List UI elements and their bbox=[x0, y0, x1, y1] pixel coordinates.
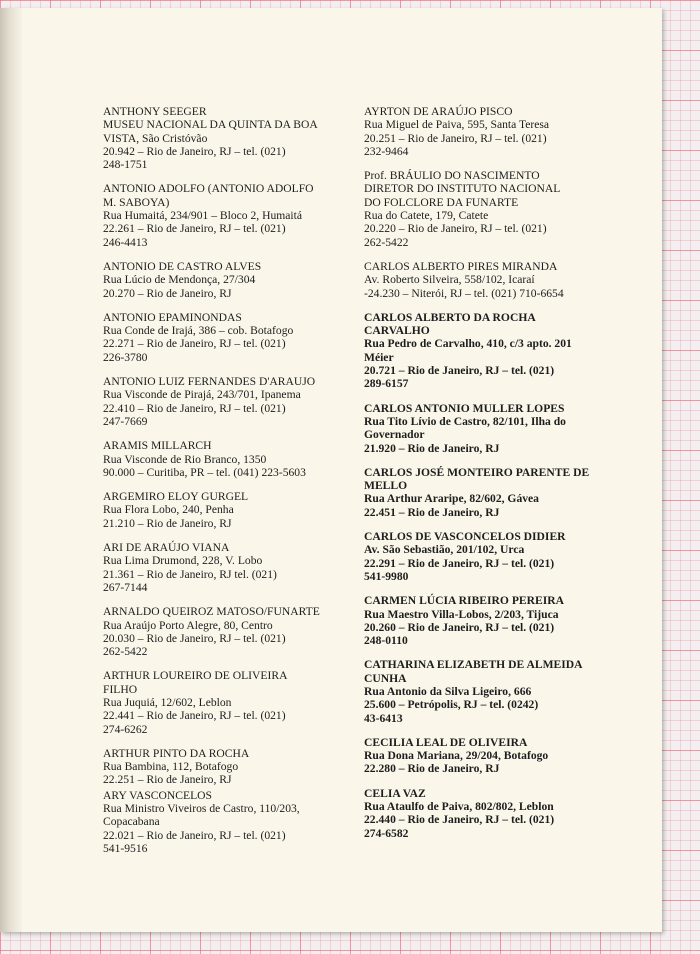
entry-detail-line: 43-6413 bbox=[364, 711, 403, 725]
entry-detail-line: 22.451 – Rio de Janeiro, RJ bbox=[364, 505, 500, 519]
entry-name: ARGEMIRO ELOY GURGEL bbox=[103, 490, 249, 504]
entry-detail-line: 22.021 – Rio de Janeiro, RJ – tel. (021) bbox=[103, 828, 286, 842]
directory-entry bbox=[364, 169, 614, 249]
entry-detail-line: Copacabana bbox=[103, 815, 160, 829]
directory-entry bbox=[364, 466, 614, 519]
entry-detail-line: 232-9464 bbox=[364, 144, 409, 158]
entry-detail-line: 248-0110 bbox=[364, 634, 408, 648]
entry-name: CARLOS ANTONIO MULLER LOPES bbox=[364, 401, 565, 415]
directory-entry bbox=[103, 669, 363, 735]
entry-name: ANTONIO EPAMINONDAS bbox=[103, 310, 242, 324]
entry-name: CARLOS JOSÉ MONTEIRO PARENTE DE bbox=[364, 465, 590, 479]
entry-name: CARLOS DE VASCONCELOS DIDIER bbox=[364, 530, 566, 544]
entry-name: CATHARINA ELIZABETH DE ALMEIDA bbox=[364, 658, 583, 672]
directory-entry bbox=[103, 439, 363, 479]
directory-entry bbox=[364, 787, 614, 840]
entry-name: CARLOS ALBERTO PIRES MIRANDA bbox=[364, 259, 558, 273]
right-column bbox=[364, 105, 614, 851]
entry-detail-line: 20.942 – Rio de Janeiro, RJ – tel. (021) bbox=[103, 144, 286, 158]
entry-name: CELIA VAZ bbox=[364, 786, 426, 800]
directory-entry bbox=[103, 789, 363, 855]
directory-entry bbox=[364, 530, 614, 583]
entry-detail-line: 20.251 – Rio de Janeiro, RJ – tel. (021) bbox=[364, 131, 547, 145]
directory-entry bbox=[103, 490, 363, 530]
entry-detail-line: M. SABOYA) bbox=[103, 195, 170, 209]
directory-entry bbox=[364, 260, 614, 300]
entry-detail-line: Rua Tito Lívio de Castro, 82/101, Ilha do bbox=[364, 414, 566, 428]
entry-name: CARLOS ALBERTO DA ROCHA bbox=[364, 310, 536, 324]
entry-detail-line: 20.721 – Rio de Janeiro, RJ – tel. (021) bbox=[364, 364, 555, 378]
directory-entry bbox=[103, 747, 363, 787]
entry-detail-line: Rua Visconde de Pirajá, 243/701, Ipanema bbox=[103, 388, 301, 402]
entry-detail-line: Rua Miguel de Paiva, 595, Santa Teresa bbox=[364, 118, 550, 132]
entry-detail-line: 22.280 – Rio de Janeiro, RJ bbox=[364, 762, 500, 776]
entry-detail-line: VISTA, São Cristóvão bbox=[103, 131, 208, 145]
entry-detail-line: 22.271 – Rio de Janeiro, RJ – tel. (021) bbox=[103, 337, 286, 351]
directory-entry bbox=[103, 375, 363, 428]
directory-entry bbox=[364, 402, 614, 455]
entry-detail-line: Méier bbox=[364, 350, 394, 364]
entry-name: ANTHONY SEEGER bbox=[103, 105, 207, 118]
directory-entry bbox=[364, 736, 614, 776]
entry-detail-line: Rua Ministro Viveiros de Castro, 110/203, bbox=[103, 802, 300, 816]
entry-detail-line: Rua Juquiá, 12/602, Leblon bbox=[103, 695, 232, 709]
entry-detail-line: 22.291 – Rio de Janeiro, RJ – tel. (021) bbox=[364, 556, 555, 570]
entry-name: ARTHUR LOUREIRO DE OLIVEIRA bbox=[103, 669, 288, 683]
entry-detail-line: 22.440 – Rio de Janeiro, RJ – tel. (021) bbox=[364, 813, 555, 827]
entry-name: CARMEN LÚCIA RIBEIRO PEREIRA bbox=[364, 594, 565, 608]
directory-entry bbox=[103, 311, 363, 364]
entry-detail-line: 22.251 – Rio de Janeiro, RJ bbox=[103, 773, 232, 787]
entry-detail-line: Rua Antonio da Silva Ligeiro, 666 bbox=[364, 684, 532, 698]
entry-detail-line: 90.000 – Curitiba, PR – tel. (041) 223-5603 bbox=[103, 465, 306, 479]
entry-detail-line: 20.260 – Rio de Janeiro, RJ – tel. (021) bbox=[364, 620, 555, 634]
entry-detail-line: Rua Conde de Irajá, 386 – cob. Botafogo bbox=[103, 324, 294, 338]
entry-detail-line: Rua Arthur Araripe, 82/602, Gávea bbox=[364, 492, 539, 506]
entry-detail-line: 20.270 – Rio de Janeiro, RJ bbox=[103, 286, 232, 300]
directory-entry bbox=[364, 311, 614, 391]
entry-detail-line: Rua do Catete, 179, Catete bbox=[364, 209, 489, 223]
entry-detail-line: 20.220 – Rio de Janeiro, RJ – tel. (021) bbox=[364, 222, 547, 236]
entry-name: AYRTON DE ARAÚJO PISCO bbox=[364, 105, 513, 118]
entry-name: ARNALDO QUEIROZ MATOSO/FUNARTE bbox=[103, 605, 320, 619]
directory-entry bbox=[103, 541, 363, 594]
entry-detail-line: Rua Humaitá, 234/901 – Bloco 2, Humaitá bbox=[103, 209, 302, 223]
entry-detail-line: 226-3780 bbox=[103, 350, 148, 364]
document-page bbox=[0, 8, 662, 932]
entry-detail-line: 25.600 – Petrópolis, RJ – tel. (0242) bbox=[364, 698, 539, 712]
entry-detail-line: Rua Dona Mariana, 29/204, Botafogo bbox=[364, 749, 549, 763]
entry-detail-line: 262-5422 bbox=[364, 235, 409, 249]
entry-detail-line: Rua Flora Lobo, 240, Penha bbox=[103, 503, 234, 517]
entry-detail-line: Governador bbox=[364, 428, 425, 442]
entry-detail-line: 246-4413 bbox=[103, 235, 148, 249]
entry-detail-line: -24.230 – Niterói, RJ – tel. (021) 710-6654 bbox=[364, 286, 564, 300]
entry-detail-line: 22.410 – Rio de Janeiro, RJ – tel. (021) bbox=[103, 401, 286, 415]
entry-detail-line: 267-7144 bbox=[103, 580, 148, 594]
directory-entry bbox=[103, 182, 363, 248]
entry-detail-line: CUNHA bbox=[364, 671, 407, 685]
entry-detail-line: 20.030 – Rio de Janeiro, RJ – tel. (021) bbox=[103, 631, 286, 645]
entry-detail-line: Rua Visconde de Rio Branco, 1350 bbox=[103, 452, 267, 466]
entry-detail-line: FILHO bbox=[103, 682, 138, 696]
entry-detail-line: 21.361 – Rio de Janeiro, RJ tel. (021) bbox=[103, 567, 277, 581]
entry-detail-line: 274-6582 bbox=[364, 826, 409, 840]
entry-detail-line: 247-7669 bbox=[103, 414, 148, 428]
entry-detail-line: Rua Pedro de Carvalho, 410, c/3 apto. 201 bbox=[364, 337, 572, 351]
directory-entry bbox=[103, 260, 363, 300]
entry-name: ARAMIS MILLARCH bbox=[103, 439, 212, 453]
entry-detail-line: Rua Lúcio de Mendonça, 27/304 bbox=[103, 273, 256, 287]
entry-name: ANTONIO LUIZ FERNANDES D'ARAUJO bbox=[103, 375, 316, 389]
entry-detail-line: Rua Araújo Porto Alegre, 80, Centro bbox=[103, 618, 273, 632]
entry-name: CECILIA LEAL DE OLIVEIRA bbox=[364, 735, 528, 749]
entry-detail-line: Rua Maestro Villa-Lobos, 2/203, Tijuca bbox=[364, 607, 559, 621]
entry-detail-line: 541-9980 bbox=[364, 569, 409, 583]
entry-detail-line: 541-9516 bbox=[103, 841, 148, 855]
entry-detail-line: 274-6262 bbox=[103, 722, 148, 736]
entry-detail-line: 22.441 – Rio de Janeiro, RJ – tel. (021) bbox=[103, 709, 286, 723]
entry-detail-line: Av. Roberto Silveira, 558/102, Icaraí bbox=[364, 273, 535, 287]
entry-name: ARY VASCONCELOS bbox=[103, 788, 212, 802]
entry-detail-line: DO FOLCLORE DA FUNARTE bbox=[364, 195, 519, 209]
entry-detail-line: DIRETOR DO INSTITUTO NACIONAL bbox=[364, 182, 561, 196]
entry-detail-line: CARVALHO bbox=[364, 324, 430, 338]
directory-entry bbox=[103, 105, 363, 171]
entry-detail-line: Rua Lima Drumond, 228, V. Lobo bbox=[103, 554, 263, 568]
left-column bbox=[103, 105, 363, 866]
entry-detail-line: 289-6157 bbox=[364, 377, 409, 391]
entry-detail-line: Rua Ataulfo de Paiva, 802/802, Leblon bbox=[364, 800, 554, 814]
entry-detail-line: 262-5422 bbox=[103, 645, 148, 659]
entry-name: ANTONIO ADOLFO (ANTONIO ADOLFO bbox=[103, 182, 314, 196]
entry-name: Prof. BRÁULIO DO NASCIMENTO bbox=[364, 169, 540, 183]
directory-entry bbox=[364, 594, 614, 647]
page-fold-shadow bbox=[0, 8, 22, 932]
entry-name: ANTONIO DE CASTRO ALVES bbox=[103, 259, 262, 273]
entry-detail-line: Av. São Sebastião, 201/102, Urca bbox=[364, 543, 525, 557]
directory-entry bbox=[364, 105, 614, 158]
directory-entry bbox=[103, 605, 363, 658]
directory-entry bbox=[364, 658, 614, 724]
entry-detail-line: MELLO bbox=[364, 479, 408, 493]
entry-detail-line: Rua Bambina, 112, Botafogo bbox=[103, 760, 239, 774]
entry-detail-line: 21.920 – Rio de Janeiro, RJ bbox=[364, 441, 500, 455]
entry-detail-line: 22.261 – Rio de Janeiro, RJ – tel. (021) bbox=[103, 222, 286, 236]
entry-detail-line: 21.210 – Rio de Janeiro, RJ bbox=[103, 516, 232, 530]
entry-detail-line: MUSEU NACIONAL DA QUINTA DA BOA bbox=[103, 118, 318, 132]
entry-detail-line: 248-1751 bbox=[103, 158, 148, 172]
entry-name: ARI DE ARAÚJO VIANA bbox=[103, 541, 230, 555]
entry-name: ARTHUR PINTO DA ROCHA bbox=[103, 746, 250, 760]
